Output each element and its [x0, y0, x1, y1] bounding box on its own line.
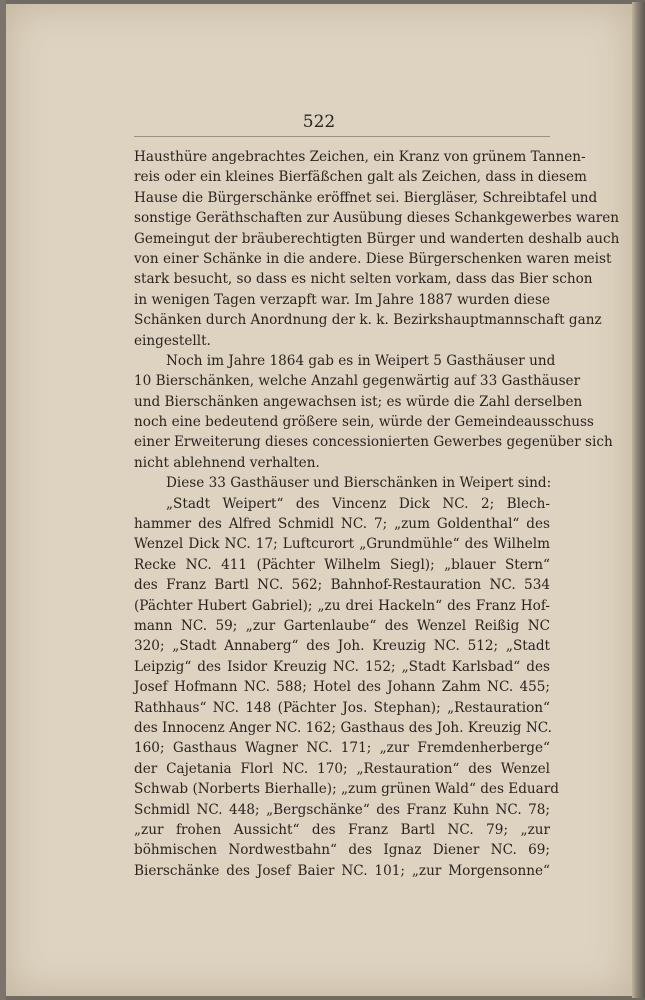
paragraph-2	[134, 351, 613, 473]
text-line: Gemeingut der bräuberechtigten Bürger und wanderten deshalb auch	[134, 230, 620, 247]
page-edge-shadow	[632, 2, 645, 998]
page-number: 522	[302, 112, 336, 132]
text-line: Wenzel Dick NC. 17; Luftcurort „Grundmühle“ des Wilhelm	[134, 536, 550, 553]
text-line: Leipzig“ des Isidor Kreuzig NC. 152; „Stadt Karlsbad“ des	[134, 658, 550, 675]
text-line: der Cajetania Florl NC. 170; „Restauration“ des Wenzel	[134, 760, 550, 777]
text-line: „zur frohen Aussicht“ des Franz Bartl NC. 79; „zur	[134, 821, 550, 838]
text-line: Noch im Jahre 1864 gab es in Weipert 5 Gasthäuser und	[166, 352, 556, 369]
text-line: und Bierschänken angewachsen ist; es würde die Zahl derselben	[134, 393, 583, 410]
text-line: nicht ablehnend verhalten.	[134, 454, 320, 471]
text-line: 160; Gasthaus Wagner NC. 171; „zur Fremdenherberge“	[134, 740, 550, 757]
text-line: Rathhaus“ NC. 148 (Pächter Jos. Stephan); „Restauration“	[134, 699, 550, 716]
text-line	[134, 881, 550, 901]
paragraph-3	[134, 473, 559, 901]
text-line: des Franz Bartl NC. 562; Bahnhof-Restauration NC. 534	[134, 577, 550, 594]
paragraph-1	[134, 147, 620, 351]
text-line: Bierschänke des Josef Baier NC. 101; „zur Morgensonne“	[134, 862, 550, 879]
text-line: Hause die Bürgerschänke eröffnet sei. Biergläser, Schreibtafel und	[134, 189, 598, 206]
text-line: (Pächter Hubert Gabriel); „zu drei Hackeln“ des Franz Hof-	[134, 597, 550, 614]
book-page	[6, 4, 632, 996]
text-line: Diese 33 Gasthäuser und Bierschänken in Weipert sind:	[166, 475, 552, 492]
text-line: Schmidl NC. 448; „Bergschänke“ des Franz Kuhn NC. 78;	[134, 801, 550, 818]
text-line: des Innocenz Anger NC. 162; Gasthaus des Joh. Kreuzig NC.	[134, 719, 552, 736]
text-line: 320; „Stadt Annaberg“ des Joh. Kreuzig NC. 512; „Stadt	[134, 638, 550, 655]
text-line: 10 Bierschänken, welche Anzahl gegenwärtig auf 33 Gasthäuser	[134, 373, 581, 390]
text-line: einer Erweiterung dieses concessionierten Gewerbes gegenüber sich	[134, 434, 613, 451]
text-line: reis oder ein kleines Bierfäßchen galt als Zeichen, dass in diesem	[134, 169, 587, 186]
body-text	[134, 147, 620, 901]
text-line: eingestellt.	[134, 332, 211, 349]
text-line: sonstige Geräthschaften zur Ausübung dieses Schankgewerbes waren	[134, 210, 620, 227]
text-line: Schwab (Norberts Bierhalle); „zum grünen Wald“ des Eduard	[134, 781, 559, 798]
text-line: Hausthüre angebrachtes Zeichen, ein Kranz von grünem Tannen-	[134, 149, 586, 165]
text-line: hammer des Alfred Schmidl NC. 7; „zum Goldenthal“ des	[134, 516, 550, 533]
text-line: „Stadt Weipert“ des Vincenz Dick NC. 2; Blech-	[166, 495, 550, 512]
text-line: Josef Hofmann NC. 588; Hotel des Johann Zahm NC. 455;	[134, 679, 550, 696]
text-line: Schänken durch Anordnung der k. k. Bezirkshauptmannschaft ganz	[134, 312, 602, 329]
text-line: stark besucht, so dass es nicht selten vorkam, dass das Bier schon	[134, 271, 593, 288]
text-line: böhmischen Nordwestbahn“ des Ignaz Diener NC. 69;	[134, 842, 550, 859]
header-rule	[134, 136, 550, 137]
text-line: Recke NC. 411 (Pächter Wilhelm Siegl); „blauer Stern“	[134, 556, 550, 573]
text-line: noch eine bedeutend größere sein, würde der Gemeindeausschuss	[134, 414, 594, 431]
text-line: mann NC. 59; „zur Gartenlaube“ des Wenzel Reißig NC	[134, 617, 550, 634]
text-line: in wenigen Tagen verzapft war. Im Jahre 1887 wurden diese	[134, 291, 550, 308]
text-line: von einer Schänke in die andere. Diese Bürgerschenken waren meist	[134, 250, 612, 267]
